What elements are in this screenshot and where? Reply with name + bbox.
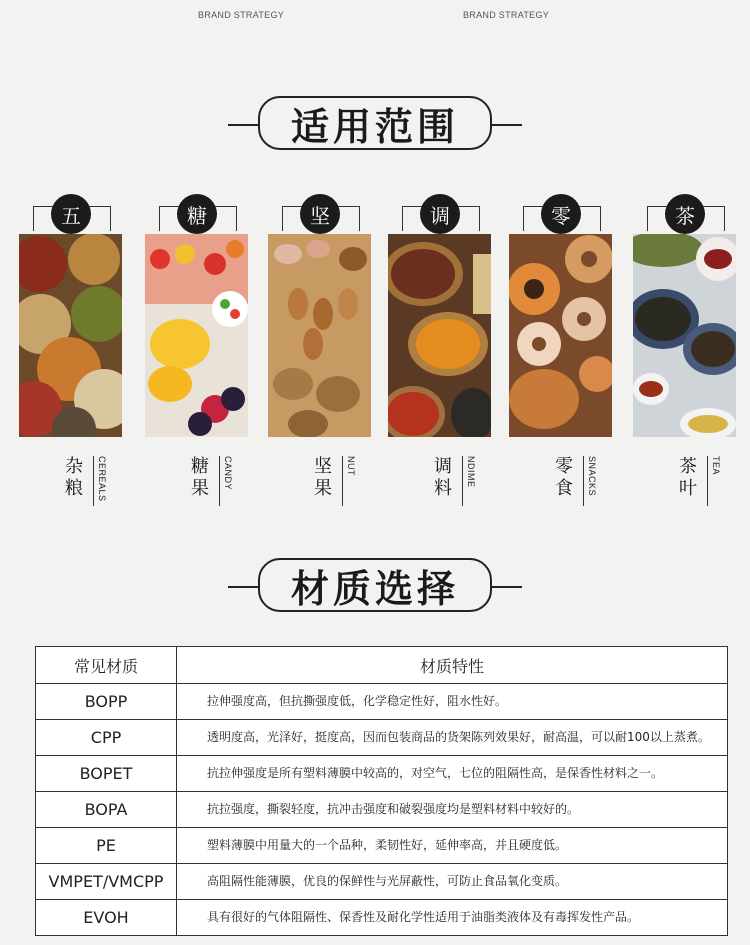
category-badge: 糖	[177, 194, 217, 234]
cereals-photo	[19, 234, 122, 437]
table-row	[36, 828, 728, 864]
section-title-text: 材质选择	[258, 558, 492, 612]
category-english: CANDY	[223, 456, 233, 491]
table-row	[36, 756, 728, 792]
category-badge: 零	[541, 194, 581, 234]
category-badge: 坚	[300, 194, 340, 234]
category-divider	[342, 456, 343, 506]
category-name: 茶 叶	[679, 456, 697, 499]
category-name: 杂 粮	[65, 456, 83, 499]
section-title-scope	[228, 96, 522, 154]
material-desc: 具有很好的气体阻隔性、保香性及耐化学性适用于油脂类液体及有毒挥发性产品。	[177, 900, 728, 936]
category-badge: 调	[420, 194, 460, 234]
category-divider	[583, 456, 584, 506]
candy-photo	[145, 234, 248, 437]
material-name: PE	[36, 828, 177, 864]
material-desc: 塑料薄膜中用量大的一个品种，柔韧性好，延伸率高，并且硬度低。	[177, 828, 728, 864]
section-title-text: 适用范围	[258, 96, 492, 150]
category-divider	[462, 456, 463, 506]
category-divider	[93, 456, 94, 506]
category-divider	[219, 456, 220, 506]
header-material: 常见材质	[36, 647, 177, 684]
title-line-right	[492, 586, 522, 588]
category-english: NUT	[346, 456, 356, 476]
header-property: 材质特性	[177, 647, 728, 684]
material-desc: 抗拉强度，撕裂轻度，抗冲击强度和破裂强度均是塑料材料中较好的。	[177, 792, 728, 828]
category-name: 零 食	[555, 456, 573, 499]
material-desc: 抗拉伸强度是所有塑料薄膜中较高的，对空气，七位的阻隔性高，是保香性材料之一。	[177, 756, 728, 792]
material-name: BOPET	[36, 756, 177, 792]
table-row	[36, 792, 728, 828]
tea-photo	[633, 234, 736, 437]
section-title-material	[228, 558, 522, 616]
category-english: NDIME	[466, 456, 476, 488]
category-badge: 茶	[665, 194, 705, 234]
brand-strategy-right: BRAND STRATEGY	[463, 10, 550, 20]
table-row	[36, 720, 728, 756]
material-table	[35, 646, 728, 936]
category-english: SNACKS	[587, 456, 597, 497]
seasoning-photo	[388, 234, 491, 437]
material-name: EVOH	[36, 900, 177, 936]
snacks-photo	[509, 234, 612, 437]
table-row	[36, 684, 728, 720]
material-name: BOPA	[36, 792, 177, 828]
category-divider	[707, 456, 708, 506]
table-header-row	[36, 647, 728, 684]
material-name: CPP	[36, 720, 177, 756]
category-name: 调 料	[434, 456, 452, 499]
table-row	[36, 864, 728, 900]
title-line-left	[228, 124, 258, 126]
brand-strategy-left: BRAND STRATEGY	[198, 10, 285, 20]
material-desc: 高阻隔性能薄膜，优良的保鲜性与光屏蔽性，可防止食品氧化变质。	[177, 864, 728, 900]
category-english: TEA	[711, 456, 721, 476]
material-name: BOPP	[36, 684, 177, 720]
title-line-left	[228, 586, 258, 588]
nut-photo	[268, 234, 371, 437]
category-badge: 五	[51, 194, 91, 234]
material-name: VMPET/VMCPP	[36, 864, 177, 900]
table-row	[36, 900, 728, 936]
material-desc: 透明度高，光泽好，挺度高，因而包装商品的货架陈列效果好，耐高温，可以耐100以上蒸煮。	[177, 720, 728, 756]
category-name: 糖 果	[191, 456, 209, 499]
category-name: 坚 果	[314, 456, 332, 499]
category-english: CEREALS	[97, 456, 107, 502]
title-line-right	[492, 124, 522, 126]
material-desc: 拉伸强度高，但抗撕强度低，化学稳定性好，阻水性好。	[177, 684, 728, 720]
